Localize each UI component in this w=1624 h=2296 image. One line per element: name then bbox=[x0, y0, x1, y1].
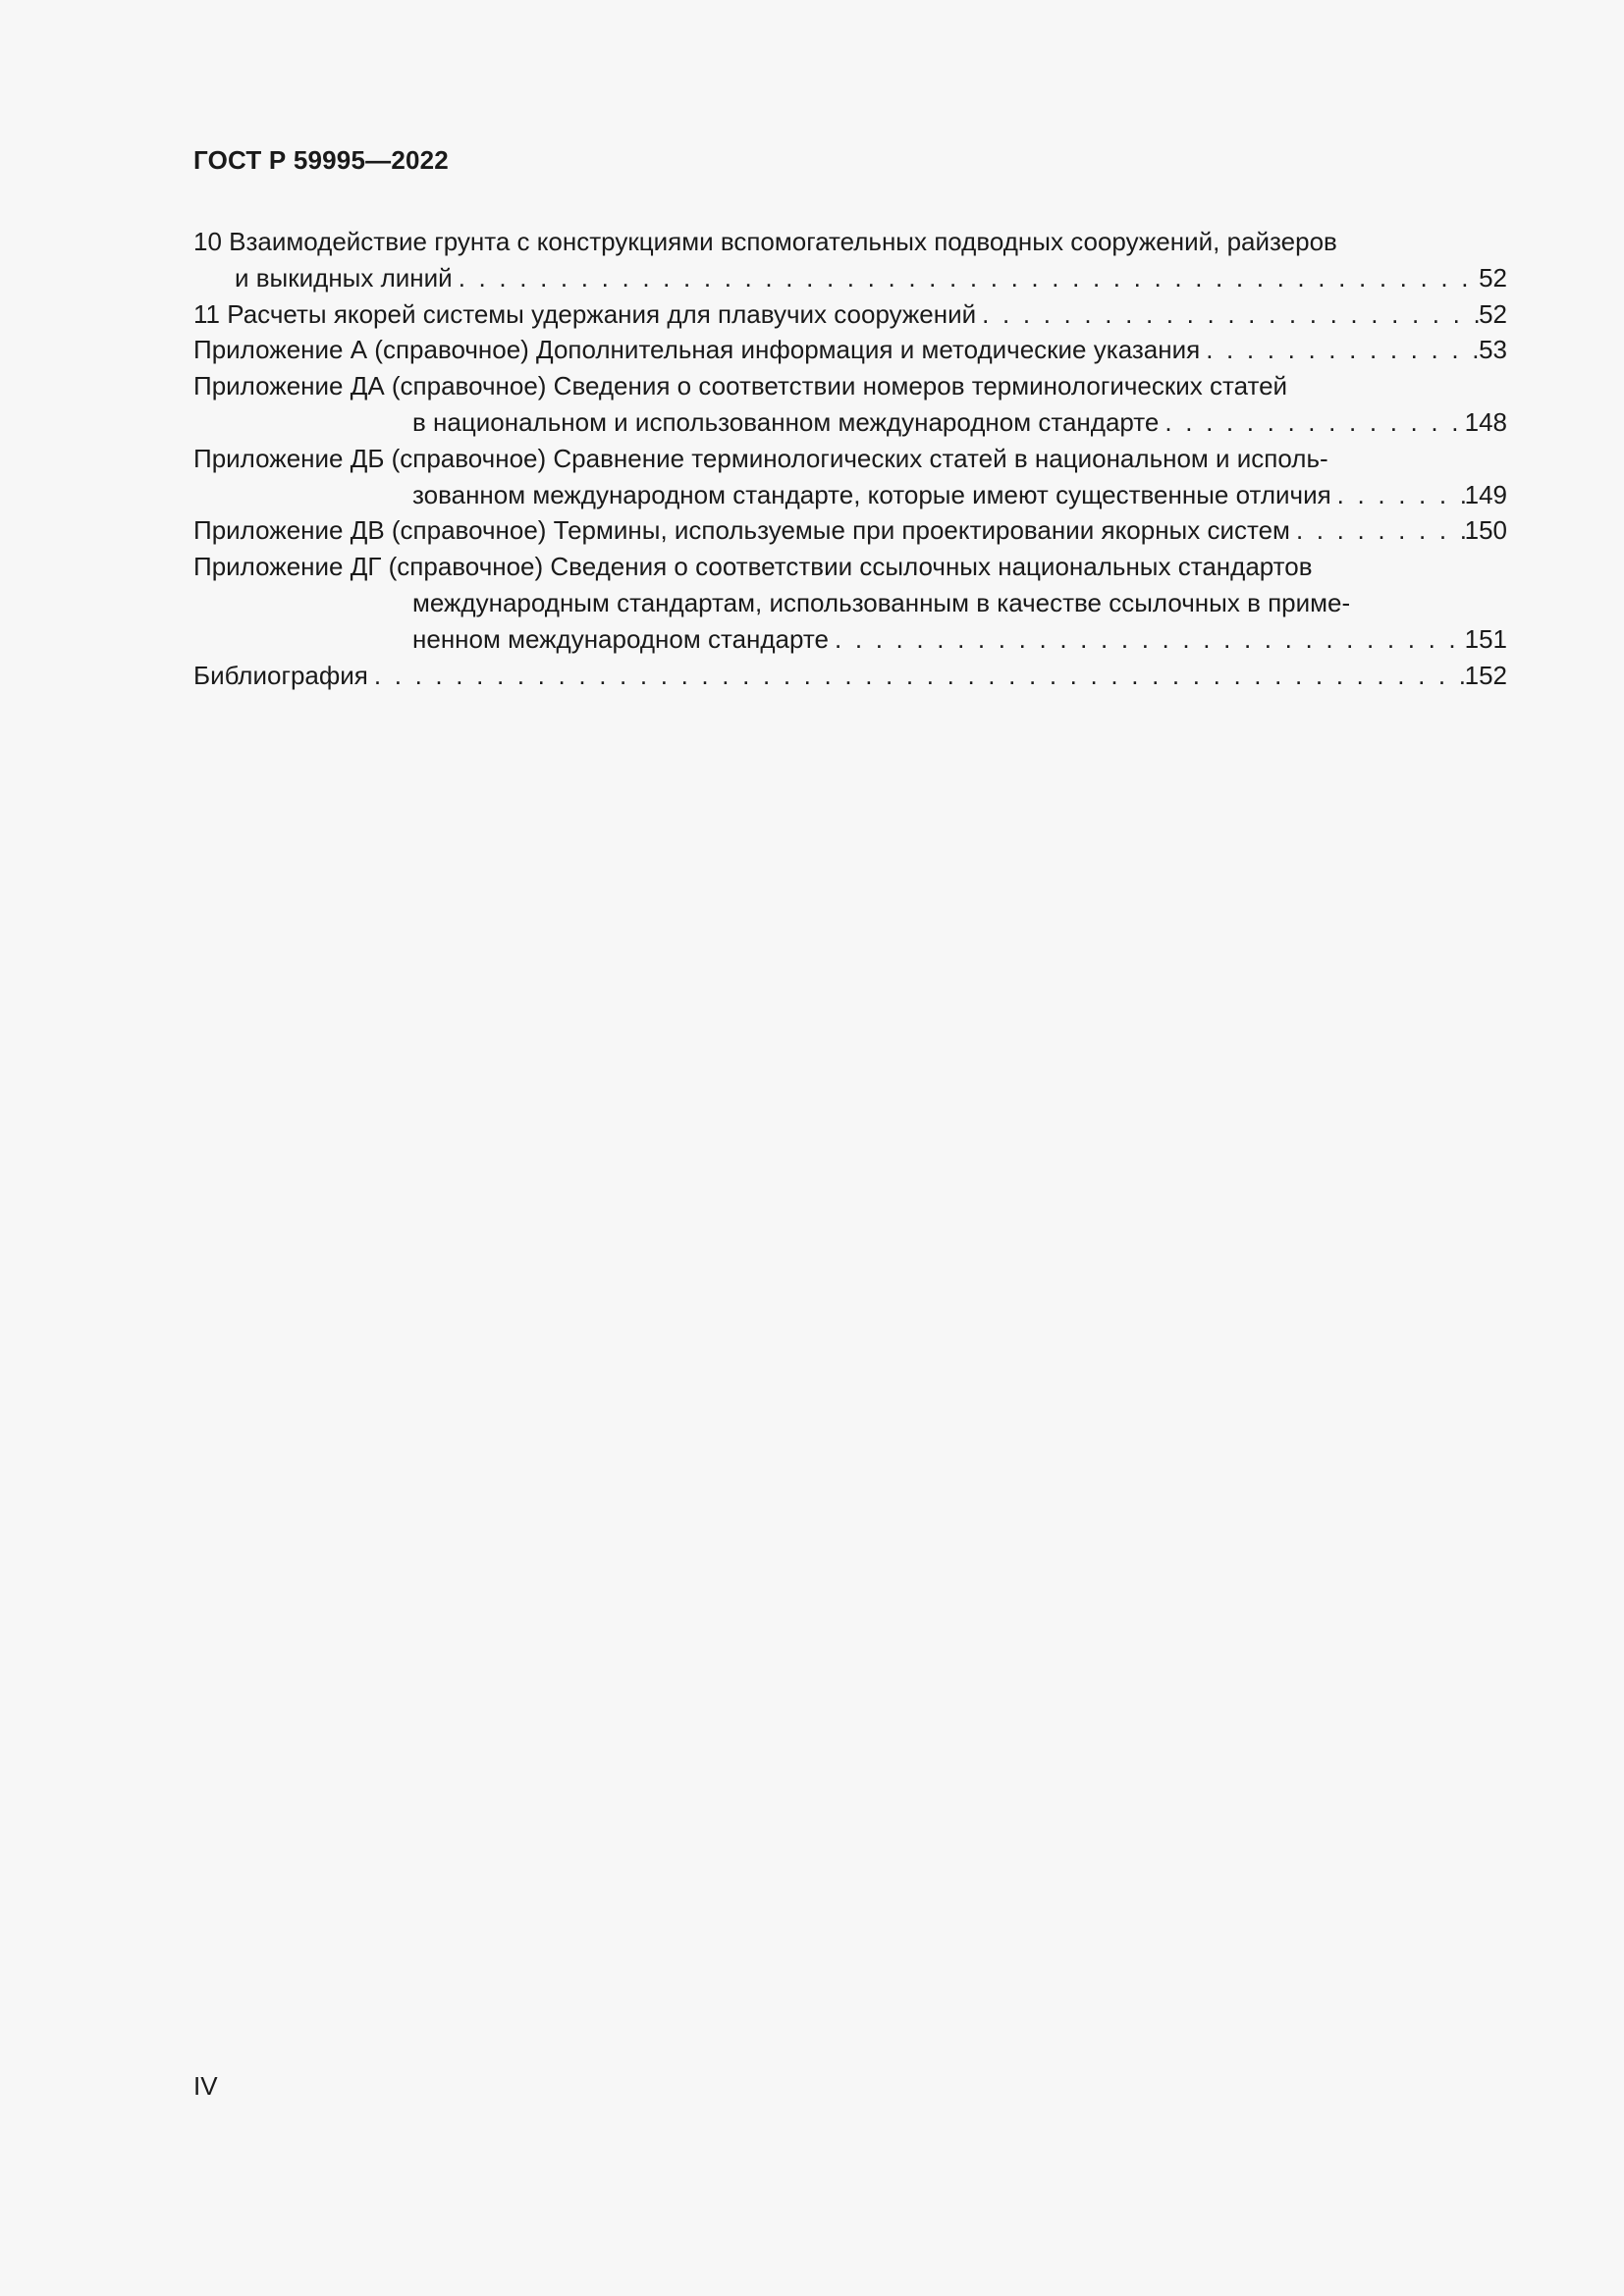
toc-entry-title: Приложение ДГ (справочное) Сведения о соответствии ссылочных национальных стандартов bbox=[193, 552, 1313, 582]
toc-page-number: 151 bbox=[1464, 623, 1507, 654]
toc-entry-bibliography[interactable] bbox=[193, 658, 1507, 694]
dot-leader bbox=[1200, 332, 1479, 368]
toc-entry-title: Приложение ДА (справочное) Сведения о соответствии номеров терминологических статей bbox=[193, 371, 1288, 401]
toc-entry-title-continued: ненном международном стандарте bbox=[412, 623, 829, 654]
toc-entry-appendix-dg[interactable] bbox=[193, 549, 1507, 657]
toc-entry-appendix-db[interactable] bbox=[193, 441, 1507, 513]
toc-entry-title-continued: и выкидных линий bbox=[235, 262, 453, 293]
dot-leader bbox=[976, 296, 1479, 333]
dot-leader bbox=[453, 260, 1479, 296]
toc-page-number: 149 bbox=[1464, 479, 1507, 509]
toc-entry-section-11[interactable] bbox=[193, 296, 1507, 333]
toc-entry-title-continued: в национальном и использованном международном стандарте bbox=[412, 406, 1160, 437]
toc-page-number: 148 bbox=[1464, 406, 1507, 437]
toc-entry-title: Приложение ДБ (справочное) Сравнение терминологических статей в национальном и исполь- bbox=[193, 443, 1328, 473]
toc-page-number: 52 bbox=[1479, 262, 1507, 293]
table-of-contents bbox=[193, 224, 1507, 693]
toc-entry-appendix-a[interactable] bbox=[193, 332, 1507, 368]
toc-entry-title: 10 Взаимодействие грунта с конструкциями вспомогательных подводных сооружений, райзеров bbox=[193, 227, 1337, 256]
toc-entry-title: Приложение А (справочное) Дополнительная информация и методические указания bbox=[193, 335, 1201, 365]
toc-entry-title: 11 Расчеты якорей системы удержания для плавучих сооружений bbox=[193, 298, 977, 329]
dot-leader bbox=[829, 621, 1465, 658]
toc-entry-title-continued: зованном международном стандарте, которые имеют существенные отличия bbox=[412, 479, 1331, 509]
toc-entry-section-10[interactable] bbox=[193, 224, 1507, 296]
dot-leader bbox=[1331, 477, 1465, 513]
toc-entry-title-continued: международным стандартам, использованным в качестве ссылочных в приме- bbox=[412, 587, 1351, 617]
document-header: ГОСТ Р 59995—2022 bbox=[193, 145, 449, 175]
toc-entry-appendix-da[interactable] bbox=[193, 368, 1507, 441]
toc-page-number: 53 bbox=[1479, 335, 1507, 365]
toc-page-number: 152 bbox=[1464, 660, 1507, 690]
dot-leader bbox=[1159, 404, 1464, 441]
dot-leader bbox=[368, 658, 1465, 694]
page-number: IV bbox=[193, 2071, 218, 2101]
toc-page-number: 150 bbox=[1464, 515, 1507, 546]
toc-page-number: 52 bbox=[1479, 298, 1507, 329]
toc-entry-title: Приложение ДВ (справочное) Термины, используемые при проектировании якорных систем bbox=[193, 515, 1290, 546]
dot-leader bbox=[1290, 512, 1465, 549]
toc-entry-appendix-dv[interactable] bbox=[193, 512, 1507, 549]
toc-entry-title: Библиография bbox=[193, 660, 368, 690]
